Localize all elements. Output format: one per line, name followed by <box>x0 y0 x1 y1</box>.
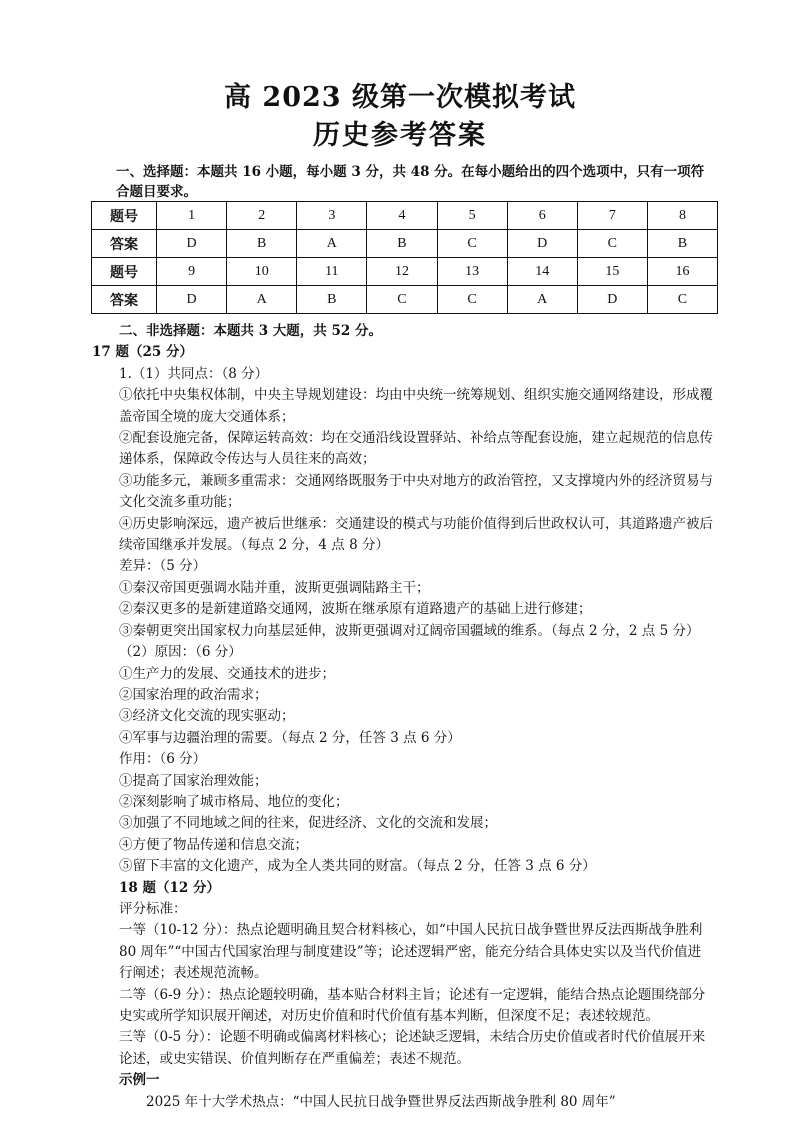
question-number-header: 题号 <box>92 202 157 230</box>
section2-heading: 二、非选择题：本题共 3 大题，共 52 分。 <box>119 323 382 339</box>
q17-title: 17 题（25 分） <box>92 344 193 361</box>
question-number-header: 题号 <box>92 258 157 286</box>
answer-cell: B <box>367 230 437 258</box>
answer-header: 答案 <box>92 230 157 258</box>
question-number: 8 <box>647 202 717 230</box>
question-number: 13 <box>437 258 507 286</box>
question-number: 14 <box>507 258 577 286</box>
question-number: 16 <box>647 258 717 286</box>
reason-point: ④军事与边疆治理的需要。（每点 2 分，任答 3 点 6 分） <box>119 729 461 746</box>
table-row <box>92 202 718 230</box>
example-label: 示例一 <box>119 1072 160 1089</box>
answer-cell: D <box>507 230 577 258</box>
effect-point: ①提高了国家治理效能； <box>119 772 268 789</box>
question-number: 11 <box>297 258 367 286</box>
answer-cell: D <box>157 286 227 314</box>
reason-label: （2）原因：（6 分） <box>119 644 242 661</box>
grade-level: 二等（6-9 分）：热点论题较明确，基本贴合材料主旨；论述有一定逻辑，能结合热点论题围绕部分史实或所学知识展开阐述，对历史价值和时代价值有基本判断，但深度不足；表述较规范。 <box>119 986 706 1024</box>
question-number: 1 <box>157 202 227 230</box>
exam-subtitle: 历史参考答案 <box>313 120 487 151</box>
answer-cell: A <box>227 286 297 314</box>
difference-point: ②秦汉更多的是新建道路交通网，波斯在继承原有道路遗产的基础上进行修建； <box>119 601 592 618</box>
answer-cell: A <box>507 286 577 314</box>
q17-part1-label: 1.（1）共同点：（8 分） <box>119 365 269 382</box>
reason-point: ②国家治理的政治需求； <box>119 686 268 703</box>
table-row <box>92 230 718 258</box>
question-number: 2 <box>227 202 297 230</box>
answer-cell: D <box>157 230 227 258</box>
reason-point: ③经济文化交流的现实驱动； <box>119 708 295 725</box>
table-row <box>92 258 718 286</box>
example-line: 2025 年十大学术热点：“中国人民抗日战争暨世界反法西斯战争胜利 80 周年” <box>146 1093 616 1110</box>
reason-point: ①生产力的发展、交通技术的进步； <box>119 665 335 682</box>
q18-title: 18 题（12 分） <box>119 879 220 896</box>
exam-title: 高 2023 级第一次模拟考试 <box>224 82 576 113</box>
answer-cell: C <box>367 286 437 314</box>
question-number: 4 <box>367 202 437 230</box>
question-number: 7 <box>577 202 647 230</box>
difference-point: ③秦朝更突出国家权力向基层延伸，波斯更强调对辽阔帝国疆域的维系。（每点 2 分，2 点 5 分） <box>119 622 700 639</box>
question-number: 10 <box>227 258 297 286</box>
effect-point: ③加强了不同地域之间的往来，促进经济、文化的交流和发展； <box>119 815 497 832</box>
common-point: ②配套设施完备，保障运转高效：均在交通沿线设置驿站、补给点等配套设施，建立起规范的信息传递体系，保障政令传达与人员往来的高效； <box>119 430 713 468</box>
answer-cell: C <box>577 230 647 258</box>
effect-point: ⑤留下丰富的文化遗产，成为全人类共同的财富。（每点 2 分，任答 3 点 6 分） <box>119 858 596 875</box>
difference-point: ①秦汉帝国更强调水陆并重，波斯更强调陆路主干； <box>119 579 430 596</box>
question-number: 5 <box>437 202 507 230</box>
answer-cell: B <box>647 230 717 258</box>
question-number: 15 <box>577 258 647 286</box>
grade-level: 一等（10-12 分）：热点论题明确且契合材料核心，如“中国人民抗日战争暨世界反法西斯战争胜利 80 周年”“中国古代国家治理与制度建设”等；论述逻辑严密，能充分结合具体史实以及当代价值进行阐述；表述规范流畅。 <box>119 922 703 982</box>
answer-table <box>91 201 718 314</box>
answer-cell: B <box>227 230 297 258</box>
common-point: ③功能多元，兼顾多重需求：交通网络既服务于中央对地方的政治管控，又支撑境内外的经济贸易与文化交流多重功能； <box>119 472 713 511</box>
criteria-label: 评分标准： <box>119 900 187 917</box>
answer-cell: B <box>297 286 367 314</box>
answer-cell: A <box>297 230 367 258</box>
answer-cell: C <box>437 230 507 258</box>
answer-cell: D <box>577 286 647 314</box>
section1-instructions: 一、选择题：本题共 16 小题，每小题 3 分，共 48 分。在每小题给出的四个选项中，只有一项符合题目要求。 <box>116 164 705 200</box>
common-point: ①依托中央集权体制，中央主导规划建设：均由中央统一统筹规划、组织实施交通网络建设，形成覆盖帝国全境的庞大交通体系； <box>119 387 713 425</box>
question-number: 6 <box>507 202 577 230</box>
answer-cell: C <box>437 286 507 314</box>
common-point: ④历史影响深远，遗产被后世继承：交通建设的模式与功能价值得到后世政权认可，其道路遗产被后续帝国继承并发展。（每点 2 分，4 点 8 分） <box>119 515 713 554</box>
question-number: 3 <box>297 202 367 230</box>
section2-body <box>92 321 714 1113</box>
effect-point: ④方便了物品传递和信息交流； <box>119 836 308 853</box>
question-number: 9 <box>157 258 227 286</box>
table-row <box>92 286 718 314</box>
difference-label: 差异：（5 分） <box>119 558 207 575</box>
question-number: 12 <box>367 258 437 286</box>
answer-header: 答案 <box>92 286 157 314</box>
effect-label: 作用：（6 分） <box>119 751 207 768</box>
grade-level: 三等（0-5 分）：论题不明确或偏离材料核心；论述缺乏逻辑，未结合历史价值或者时代价值展开来论述，或史实错误、价值判断存在严重偏差；表述不规范。 <box>119 1029 706 1067</box>
answer-cell: C <box>647 286 717 314</box>
effect-point: ②深刻影响了城市格局、地位的变化； <box>119 793 349 810</box>
